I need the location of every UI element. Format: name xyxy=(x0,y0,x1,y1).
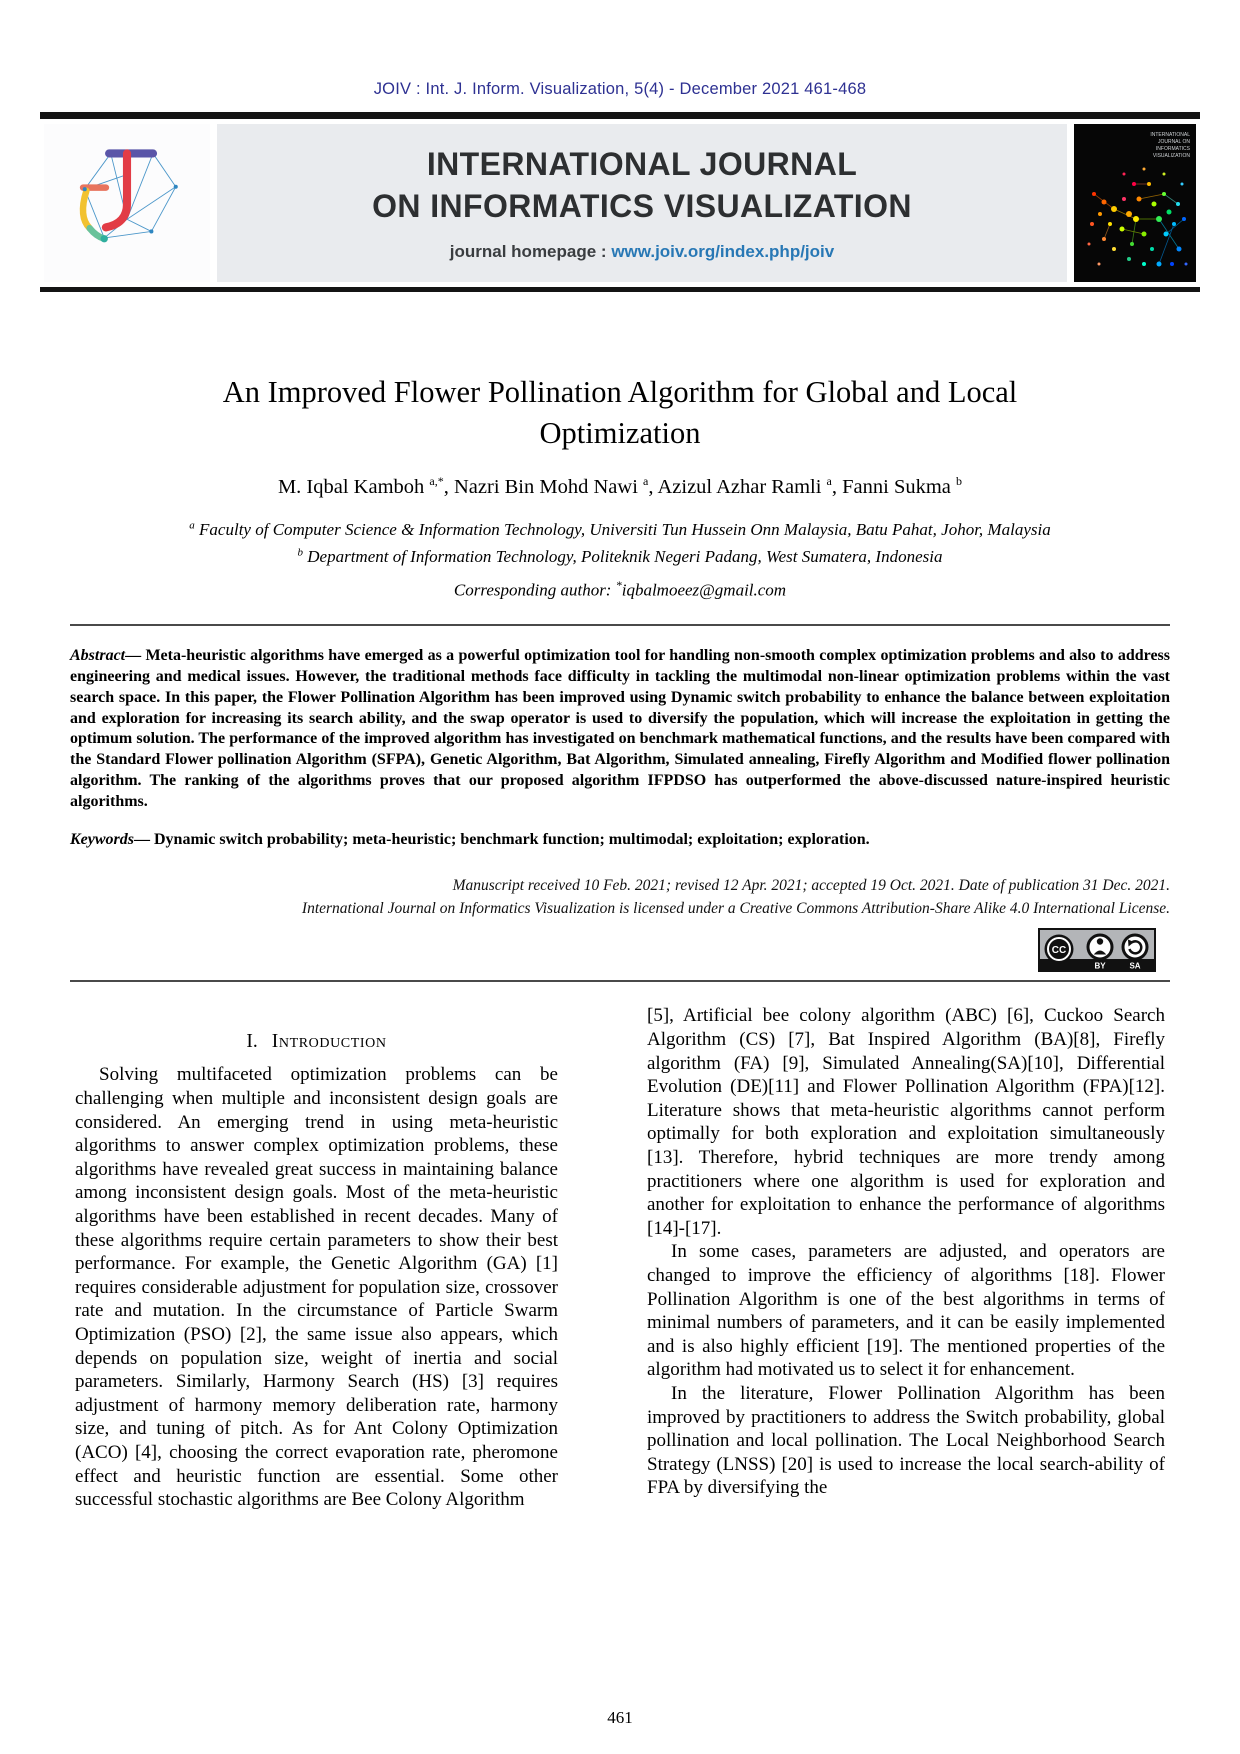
journal-banner xyxy=(40,112,1200,292)
keywords-text: — Dynamic switch probability; meta-heuristic; benchmark function; multimodal; exploitation; exploration. xyxy=(134,830,870,848)
section-heading-introduction xyxy=(75,1031,558,1053)
author-2-name: Nazri Bin Mohd Nawi xyxy=(453,475,644,498)
corresponding-author-line xyxy=(0,578,1240,601)
journal-citation-header: JOIV : Int. J. Inform. Visualization, 5(4) - December 2021 461-468 xyxy=(373,80,867,98)
two-column-body xyxy=(75,1004,1165,1511)
affiliation-b xyxy=(0,543,1240,571)
author-1 xyxy=(277,473,454,498)
abstract-paragraph xyxy=(70,646,1170,812)
journal-homepage-line xyxy=(450,242,834,262)
section-title: Introduction xyxy=(271,1031,387,1053)
left-column xyxy=(75,1004,558,1511)
author-3-name: Azizul Azhar Ramli xyxy=(657,475,827,498)
author-3-affil-mark: a xyxy=(826,473,832,488)
affiliation-a-mark: a xyxy=(189,518,195,531)
author-1-name: M. Iqbal Kamboh xyxy=(277,475,430,498)
homepage-label: journal homepage : xyxy=(449,242,612,262)
intro-paragraph-right-1: [5], Artificial bee colony algorithm (ABC) [6], Cuckoo Search Algorithm (CS) [7], Bat Inspired Algorithm (BA)[8], Firefly algorithm (FA) [9], Simulated Annealing(SA)[10], Differential Evolution (DE)[11] and Flower Pollination Algorithm (FPA)[12]. Literature shows that meta-heuristic algorithms cannot perform optimally for both exploration and exploitation simultaneously [13]. Therefore, hybrid techniques are more trendy among practitioners where one algorithm is used for exploration and another for exploitation to enhance the performance of algorithms [14]-[17]. xyxy=(647,1005,1165,1239)
manuscript-dates-line: Manuscript received 10 Feb. 2021; revised 12 Apr. 2021; accepted 19 Oct. 2021. Date of publication 31 Dec. 2021. xyxy=(452,877,1170,895)
journal-title-line1: INTERNATIONAL JOURNAL xyxy=(426,145,858,182)
license-badge-row xyxy=(0,928,1156,972)
svg-text:CC: CC xyxy=(1051,945,1067,957)
sa-arrow-icon xyxy=(1123,935,1147,959)
svg-text:INTERNATIONAL: INTERNATIONAL xyxy=(1150,132,1190,138)
author-3 xyxy=(657,473,843,498)
abstract-label: Abstract xyxy=(70,647,126,665)
cc-by-sa-badge[interactable] xyxy=(1038,928,1156,972)
corresponding-label: Corresponding author: xyxy=(453,580,616,600)
divider-body xyxy=(70,980,1170,982)
divider-top xyxy=(70,624,1170,626)
intro-paragraph-left: Solving multifaceted optimization problems can be challenging when multiple and inconsistent design goals are considered. An emerging trend in using meta-heuristic algorithms to answer complex optimization problems, these algorithms have revealed great success in maintaining balance among inconsistent design goals. Most of the meta-heuristic algorithms have been established in recent decades. Many of these algorithms require certain parameters to show their best performance. For example, the Genetic Algorithm (GA) [1] requires considerable adjustment for population size, crossover rate and mutation. In the circumstance of Particle Swarm Optimization (PSO) [2], the same issue also appears, which depends on population size, weight of inertia and social parameters. Similarly, Harmony Search (HS) [3] requires adjustment of harmony memory deliberation rate, harmony size, and tuning of pitch. As for Ant Colony Optimization (ACO) [4], choosing the correct evaporation rate, pheromone effect and heuristic function are essential. Some other successful stochastic algorithms are Bee Colony Algorithm xyxy=(75,1064,558,1511)
keywords-label: Keywords xyxy=(70,830,134,848)
corresponding-email[interactable]: iqbalmoeez@gmail.com xyxy=(621,580,787,600)
affiliation-b-text: Department of Information Technology, Politeknik Negeri Padang, West Sumatera, Indonesia xyxy=(303,547,943,567)
cc-icon xyxy=(1045,935,1074,964)
author-4-affil-mark: b xyxy=(956,473,963,488)
journal-title-line2: ON INFORMATICS VISUALIZATION xyxy=(372,187,912,224)
license-line: International Journal on Informatics Visualization is licensed under a Creative Commons Attribution-Share Alike 4.0 International License. xyxy=(301,900,1170,918)
journal-title xyxy=(372,144,912,227)
corresponding-star: * xyxy=(615,577,622,592)
author-2-affil-mark: a xyxy=(643,473,649,488)
affiliation-a xyxy=(0,516,1240,544)
journal-banner-inner xyxy=(44,124,1196,282)
homepage-link[interactable]: www.joiv.org/index.php/joiv xyxy=(611,242,835,262)
journal-logo-panel xyxy=(44,124,210,282)
page-number: 461 xyxy=(607,1708,633,1727)
journal-cover-art xyxy=(1074,124,1196,282)
journal-banner-center xyxy=(217,124,1067,282)
by-label: BY xyxy=(1094,961,1106,971)
journal-cover-panel xyxy=(1074,124,1196,282)
author-1-affil-mark: a,* xyxy=(429,473,444,488)
intro-paragraph-right-2: In some cases, parameters are adjusted, and operators are changed to improve the efficiency of algorithms [18]. Flower Pollination Algorithm is one of the best algorithms in terms of minimal numbers of parameters, and it can be easily implemented and is also highly efficient [19]. The mentioned properties of the algorithm had motivated us to select it for enhancement. xyxy=(647,1241,1165,1381)
right-column xyxy=(647,1004,1165,1511)
svg-text:VISUALIZATION: VISUALIZATION xyxy=(1152,153,1190,159)
author-4-name: Fanni Sukma xyxy=(842,475,957,498)
authors-line xyxy=(0,474,1240,499)
abstract-text: — Meta-heuristic algorithms have emerged as a powerful optimization tool for handling non-smooth complex optimization problems and also to address engineering and medical issues. However, the traditional methods face difficulty in tackling the multimodal non-linear optimization problems within the vast search space. In this paper, the Flower Pollination Algorithm has been improved using Dynamic switch probability to enhance the balance between exploitation and exploration for increasing its search ability, and the swap operator is used to diversify the population, which will increase the exploitation in getting the optimum solution. The performance of the improved algorithm has investigated on benchmark mathematical functions, and the results have been compared with the Standard Flower pollination Algorithm (SFPA), Genetic Algorithm, Bat Algorithm, Simulated annealing, Firefly Algorithm and Modified flower pollination algorithm. The ranking of the algorithms proves that our proposed algorithm IFPDSO has outperformed the above-discussed nature-inspired heuristic algorithms. xyxy=(70,647,1170,810)
author-separator: , xyxy=(443,475,454,498)
affiliations xyxy=(0,516,1240,571)
keywords-paragraph xyxy=(70,830,1170,851)
author-separator: , xyxy=(648,475,658,498)
svg-text:INFORMATICS: INFORMATICS xyxy=(1155,146,1190,152)
author-4 xyxy=(842,473,963,498)
affiliation-b-mark: b xyxy=(297,546,303,559)
section-number: I. xyxy=(246,1031,258,1053)
article-title: An Improved Flower Pollination Algorithm for Global and Local Optimization xyxy=(222,375,1018,450)
author-2 xyxy=(453,473,658,498)
intro-paragraph-right-3: In the literature, Flower Pollination Algorithm has been improved by practitioners to address the Switch probability, global pollination and local pollination. The Local Neighborhood Search Strategy (LNSS) [20] is used to increase the local search-ability of FPA by diversifying the xyxy=(647,1382,1165,1499)
svg-text:JOURNAL ON: JOURNAL ON xyxy=(1157,139,1190,145)
sa-label: SA xyxy=(1129,961,1141,971)
joiv-logo-icon xyxy=(62,133,192,273)
affiliation-a-text: Faculty of Computer Science & Information Technology, Universiti Tun Hussein Onn Malaysia, Batu Pahat, Johor, Malaysia xyxy=(194,519,1051,539)
publication-notice xyxy=(70,874,1170,920)
author-separator: , xyxy=(831,475,843,498)
by-person-icon xyxy=(1088,935,1112,959)
